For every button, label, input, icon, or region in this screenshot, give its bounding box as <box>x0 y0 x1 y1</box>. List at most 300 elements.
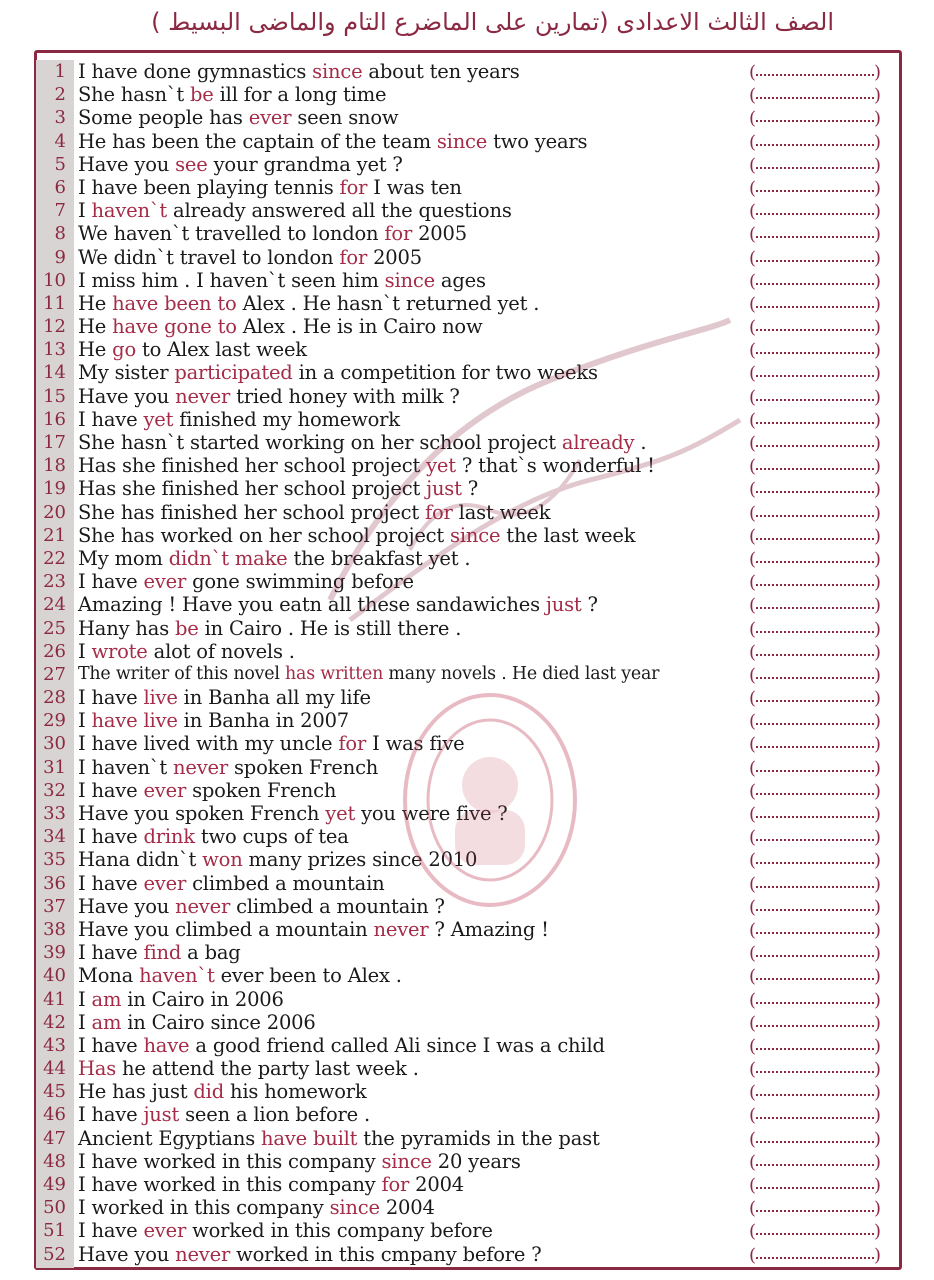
exercise-number: 47 <box>43 1127 66 1149</box>
exercise-sentence <box>78 732 465 755</box>
exercise-number: 22 <box>43 547 66 569</box>
sentence-text: climbed a mountain ? <box>230 894 445 918</box>
exercise-sentence <box>78 825 349 848</box>
answer-blank[interactable]: ( ) <box>749 317 882 339</box>
exercise-row <box>36 1173 906 1196</box>
answer-blank[interactable]: ( ) <box>749 479 882 501</box>
exercise-row <box>36 454 906 477</box>
answer-blank[interactable]: ( ) <box>749 873 882 895</box>
sentence-text: worked in this cmpany before ? <box>230 1242 542 1266</box>
exercise-number: 9 <box>54 246 66 268</box>
answer-blank[interactable]: ( ) <box>749 62 882 83</box>
error-word: just <box>143 1103 180 1127</box>
page-title: الصف الثالث الاعدادى (تمارين على الماضرع التام والماضى البسيط ) <box>151 8 834 36</box>
answer-blank[interactable]: ( ) <box>749 966 882 988</box>
error-word: wrote <box>91 639 148 663</box>
sentence-text: He <box>78 291 113 315</box>
exercise-number: 48 <box>43 1150 66 1172</box>
exercise-sentence <box>78 1103 370 1126</box>
exercise-row <box>36 199 906 222</box>
sentence-text: in Banha all my life <box>177 686 371 710</box>
exercise-number: 37 <box>43 895 66 917</box>
sentence-text: I have lived with my uncle <box>78 732 339 756</box>
error-word: haven`t <box>139 964 215 988</box>
error-word: have live <box>91 709 178 733</box>
sentence-text: She hasn`t started working on her school project <box>78 431 562 454</box>
sentence-text: I have <box>78 941 144 965</box>
answer-blank[interactable]: ( ) <box>749 456 882 478</box>
sentence-text: Has she finished her school project <box>78 477 427 501</box>
error-word: never <box>373 917 429 941</box>
sentence-text: in Banha in 2007 <box>177 709 349 733</box>
error-word: for <box>425 500 453 524</box>
sentence-text: worked in this company before <box>186 1219 493 1243</box>
error-word: ever <box>248 106 292 130</box>
sentence-text: in Cairo since 2006 <box>121 1010 316 1034</box>
sentence-text: climbed a mountain <box>186 871 385 895</box>
answer-blank[interactable]: ( ) <box>749 1012 882 1034</box>
exercise-row <box>36 153 906 176</box>
answer-blank[interactable]: ( ) <box>749 525 882 547</box>
exercise-row <box>36 570 906 593</box>
exercise-sentence <box>78 756 378 779</box>
error-word: never <box>175 1242 231 1266</box>
answer-blank[interactable]: ( ) <box>749 502 882 524</box>
sentence-text: 2005 <box>412 222 467 246</box>
exercise-sentence <box>78 802 508 825</box>
exercise-sentence <box>78 385 460 408</box>
exercise-row <box>36 1057 906 1080</box>
sentence-text: in Cairo in 2006 <box>121 987 284 1011</box>
exercise-number: 11 <box>43 292 66 314</box>
answer-blank[interactable]: ( ) <box>749 1151 882 1173</box>
exercise-number: 23 <box>43 571 66 593</box>
exercise-sentence <box>78 895 445 918</box>
error-word: never <box>175 384 231 408</box>
sentence-text: ? Amazing ! <box>428 917 549 941</box>
sentence-text: your grandma yet ? <box>207 152 403 176</box>
sentence-text: ? <box>581 593 598 617</box>
exercise-sentence <box>78 547 470 570</box>
exercise-sentence <box>78 60 520 83</box>
exercise-row <box>36 663 906 686</box>
sentence-text: The writer of this novel <box>78 663 286 684</box>
exercise-number: 51 <box>43 1220 66 1242</box>
exercise-number: 45 <box>43 1081 66 1103</box>
exercise-sentence <box>78 779 336 802</box>
error-word: since <box>329 1196 380 1220</box>
sentence-text: ? that`s wonderful ! <box>455 454 655 478</box>
exercise-number: 18 <box>43 455 66 477</box>
answer-blank[interactable]: ( ) <box>749 827 882 849</box>
answer-blank[interactable]: ( ) <box>749 989 882 1011</box>
sentence-text: I have <box>78 407 144 431</box>
exercise-row <box>36 825 906 848</box>
exercise-number: 39 <box>43 942 66 964</box>
error-word: did <box>193 1080 224 1104</box>
sentence-text: two years <box>487 129 588 153</box>
answer-blank[interactable]: ( ) <box>749 1128 882 1150</box>
exercise-number: 52 <box>43 1243 66 1265</box>
exercise-row <box>36 477 906 500</box>
error-word: for <box>384 222 413 246</box>
exercise-row <box>36 246 906 269</box>
exercise-row <box>36 709 906 732</box>
sentence-text: ages <box>434 268 486 292</box>
exercise-row <box>36 941 906 964</box>
exercise-sentence <box>78 153 403 176</box>
exercise-row <box>36 848 906 871</box>
exercise-sentence <box>78 338 307 361</box>
exercise-number: 33 <box>43 803 66 824</box>
exercise-sentence <box>78 524 635 547</box>
exercise-sentence <box>78 1080 367 1103</box>
answer-blank[interactable]: ( ) <box>749 572 882 594</box>
answer-blank[interactable]: ( ) <box>749 595 882 617</box>
exercise-number: 31 <box>43 756 66 778</box>
exercise-sentence <box>78 1034 605 1057</box>
sentence-text: I have <box>78 1033 144 1057</box>
exercise-number: 20 <box>43 501 66 523</box>
exercise-number: 4 <box>54 130 66 152</box>
error-word: have gone to <box>112 315 237 339</box>
sentence-text: 2004 <box>379 1196 435 1220</box>
exercise-sentence <box>78 663 659 686</box>
sentence-text: I miss him . I haven`t seen him <box>78 268 385 292</box>
sentence-text: Alex . He hasn`t returned yet . <box>236 291 540 315</box>
answer-blank[interactable]: ( ) <box>749 386 882 408</box>
exercise-number: 15 <box>43 385 66 407</box>
answer-blank[interactable]: ( ) <box>749 780 882 802</box>
exercise-sentence <box>78 408 400 431</box>
exercise-number: 1 <box>54 61 66 82</box>
answer-blank[interactable]: ( ) <box>749 943 882 965</box>
exercise-row <box>36 1034 906 1057</box>
sentence-text: I have <box>78 1103 144 1127</box>
error-word: never <box>175 894 231 918</box>
error-word: won <box>202 848 243 872</box>
answer-blank[interactable]: ( ) <box>749 688 882 710</box>
answer-blank[interactable]: ( ) <box>749 293 882 315</box>
exercise-number: 8 <box>54 223 66 245</box>
error-word: Has <box>78 1057 117 1081</box>
exercise-number: 16 <box>43 408 66 430</box>
answer-blank[interactable]: ( ) <box>749 548 882 570</box>
exercise-sentence <box>78 1243 542 1266</box>
answer-blank[interactable]: ( ) <box>749 247 882 269</box>
exercise-number: 32 <box>43 779 66 801</box>
exercise-sentence <box>78 83 386 106</box>
answer-blank[interactable]: ( ) <box>749 1175 882 1196</box>
sentence-text: Some people has <box>78 106 249 130</box>
sentence-text: alot of novels . <box>147 639 295 663</box>
error-word: haven`t <box>91 199 168 223</box>
error-word: since <box>381 1149 432 1173</box>
answer-blank[interactable]: ( ) <box>749 919 882 941</box>
exercise-sentence <box>78 106 398 129</box>
exercise-sentence <box>78 176 462 199</box>
error-word: for <box>338 732 367 756</box>
exercise-sentence <box>78 593 598 616</box>
answer-blank[interactable]: ( ) <box>749 896 882 918</box>
exercise-row <box>36 686 906 709</box>
exercise-number: 46 <box>43 1104 66 1126</box>
exercise-row <box>36 640 906 663</box>
exercise-sentence <box>78 848 477 871</box>
sentence-text: I <box>78 1010 92 1034</box>
sentence-text: Mona <box>78 964 140 988</box>
answer-blank[interactable]: ( ) <box>749 177 882 199</box>
sentence-text: He <box>78 338 113 362</box>
error-word: for <box>339 245 368 269</box>
exercise-number: 40 <box>43 965 66 987</box>
error-word: since <box>384 268 435 292</box>
sentence-text: She has worked on her school project <box>78 523 451 547</box>
sentence-text: I worked in this company <box>78 1196 330 1220</box>
sentence-text: a good friend called Ali since I was a child <box>189 1033 605 1057</box>
sentence-text: about ten years <box>362 60 520 83</box>
sentence-text: He has been the captain of the team <box>78 129 437 153</box>
exercise-list <box>36 60 906 1266</box>
answer-blank[interactable]: ( ) <box>749 108 882 130</box>
sentence-text: Have you <box>78 1242 176 1266</box>
sentence-text: spoken French <box>186 778 337 802</box>
exercise-row <box>36 315 906 338</box>
sentence-text: ? <box>461 477 479 501</box>
exercise-sentence <box>78 1150 521 1173</box>
error-word: for <box>339 175 368 199</box>
sentence-text: spoken French <box>227 755 379 779</box>
sentence-text: I <box>78 199 92 223</box>
error-word: live <box>143 686 178 710</box>
answer-blank[interactable]: ( ) <box>749 154 882 176</box>
error-word: have <box>143 1033 190 1057</box>
exercise-number: 26 <box>43 640 66 662</box>
sentence-text: the last week <box>500 523 636 547</box>
answer-blank[interactable]: ( ) <box>749 641 882 663</box>
error-word: am <box>91 1010 122 1034</box>
exercise-number: 25 <box>43 617 66 639</box>
exercise-sentence <box>78 246 422 269</box>
exercise-number: 12 <box>43 316 66 338</box>
error-word: see <box>175 152 208 176</box>
answer-blank[interactable]: ( ) <box>749 850 882 872</box>
exercise-number: 2 <box>54 84 66 106</box>
exercise-sentence <box>78 941 241 964</box>
answer-blank[interactable]: ( ) <box>749 201 882 223</box>
answer-blank[interactable]: ( ) <box>749 1035 882 1057</box>
answer-blank[interactable]: ( ) <box>749 363 882 385</box>
sentence-text: I have <box>78 570 144 594</box>
exercise-number: 34 <box>43 826 66 848</box>
exercise-sentence <box>78 570 414 593</box>
exercise-sentence <box>78 1127 600 1150</box>
exercise-row <box>36 83 906 106</box>
exercise-row <box>36 756 906 779</box>
exercise-sentence <box>78 640 295 663</box>
exercise-sentence <box>78 454 655 477</box>
exercise-row <box>36 176 906 199</box>
exercise-row <box>36 269 906 292</box>
answer-blank[interactable]: ( ) <box>749 270 882 292</box>
error-word: be <box>175 616 199 640</box>
error-word: yet <box>325 802 356 825</box>
sentence-text: gone swimming before <box>186 570 414 594</box>
answer-blank[interactable]: ( ) <box>749 757 882 779</box>
error-word: ever <box>143 1219 187 1243</box>
sentence-text: I have been playing tennis <box>78 175 340 199</box>
sentence-text: I <box>78 987 92 1011</box>
exercise-row <box>36 130 906 153</box>
exercise-row <box>36 1127 906 1150</box>
exercise-sentence <box>78 222 467 245</box>
error-word: since <box>312 60 363 83</box>
sentence-text: I have worked in this company <box>78 1149 382 1173</box>
sentence-text: in a competition for two weeks <box>292 361 598 385</box>
error-word: yet <box>143 407 174 431</box>
answer-blank[interactable]: ( ) <box>749 1244 882 1266</box>
exercise-number: 30 <box>43 733 66 755</box>
sentence-text: his homework <box>224 1080 367 1104</box>
exercise-row <box>36 732 906 755</box>
sentence-text: My mom <box>78 546 169 570</box>
sentence-text: two cups of tea <box>194 825 349 849</box>
error-word: just <box>426 477 462 501</box>
sentence-text: We haven`t travelled to london <box>78 222 385 246</box>
exercise-sentence <box>78 130 587 153</box>
answer-blank[interactable]: ( ) <box>749 1198 882 1220</box>
exercise-sentence <box>78 964 402 987</box>
answer-blank[interactable]: ( ) <box>749 618 882 640</box>
exercise-row <box>36 1196 906 1219</box>
exercise-row <box>36 988 906 1011</box>
exercise-number: 43 <box>43 1034 66 1056</box>
sentence-text: I have <box>78 1219 144 1243</box>
answer-blank[interactable]: ( ) <box>749 433 882 454</box>
exercise-number: 35 <box>43 849 66 871</box>
sentence-text: I <box>78 709 92 733</box>
sentence-text: I have <box>78 778 144 802</box>
sentence-text: many prizes since 2010 <box>242 848 478 872</box>
sentence-text: already answered all the questions <box>167 199 512 223</box>
sentence-text: ill for a long time <box>213 83 387 107</box>
answer-blank[interactable]: ( ) <box>749 804 882 825</box>
sentence-text: seen snow <box>291 106 399 130</box>
answer-blank[interactable]: ( ) <box>749 1105 882 1127</box>
sentence-text: She has finished her school project <box>78 500 425 524</box>
sentence-text: the breakfast yet . <box>287 546 471 570</box>
answer-blank[interactable]: ( ) <box>749 340 882 362</box>
exercise-row <box>36 1080 906 1103</box>
error-word: ever <box>143 570 187 594</box>
sentence-text: I have <box>78 871 144 895</box>
error-word: have been to <box>112 291 237 315</box>
sentence-text: I was five <box>366 732 465 756</box>
answer-blank[interactable]: ( ) <box>749 131 882 153</box>
exercise-number: 24 <box>43 594 66 616</box>
sentence-text: in Cairo . He is still there . <box>198 616 462 640</box>
exercise-sentence <box>78 431 646 454</box>
exercise-row <box>36 918 906 941</box>
exercise-sentence <box>78 872 385 895</box>
sentence-text: He <box>78 315 113 339</box>
error-word: go <box>112 338 136 362</box>
exercise-sentence <box>78 292 539 315</box>
answer-blank[interactable]: ( ) <box>749 1221 882 1243</box>
exercise-sentence <box>78 1011 316 1034</box>
sentence-text: 2005 <box>367 245 422 269</box>
exercise-sentence <box>78 1173 464 1196</box>
sentence-text: She hasn`t <box>78 83 190 107</box>
error-word: already <box>561 431 635 454</box>
exercise-row <box>36 802 906 825</box>
answer-blank[interactable]: ( ) <box>749 409 882 431</box>
exercise-number: 28 <box>43 687 66 709</box>
exercise-number: 6 <box>54 176 66 198</box>
answer-blank[interactable]: ( ) <box>749 1082 882 1104</box>
answer-blank[interactable]: ( ) <box>749 1059 882 1081</box>
exercise-number: 14 <box>43 362 66 384</box>
exercise-sentence <box>78 918 549 941</box>
exercise-sentence <box>78 361 598 384</box>
exercise-row <box>36 547 906 570</box>
sentence-text: tried honey with milk ? <box>230 384 460 408</box>
exercise-sentence <box>78 269 486 292</box>
error-word: since <box>450 523 501 547</box>
exercise-number: 29 <box>43 710 66 732</box>
sentence-text: Have you spoken French <box>78 802 326 825</box>
exercise-sentence <box>78 1057 419 1080</box>
error-word: yet <box>426 454 456 478</box>
answer-blank[interactable]: ( ) <box>749 711 882 733</box>
sentence-text: I have <box>78 686 144 710</box>
exercise-number: 5 <box>54 153 66 175</box>
exercise-number: 17 <box>43 432 66 453</box>
sentence-text: I haven`t <box>78 755 173 779</box>
answer-blank[interactable]: ( ) <box>749 664 882 686</box>
exercise-sentence <box>78 315 482 338</box>
exercise-row <box>36 617 906 640</box>
exercise-number: 27 <box>43 663 66 685</box>
error-word: participated <box>174 361 293 385</box>
answer-blank[interactable]: ( ) <box>749 734 882 756</box>
sentence-text: many novels . He died last year <box>383 663 660 684</box>
exercise-row <box>36 1103 906 1126</box>
exercise-row <box>36 385 906 408</box>
sentence-text: a bag <box>181 941 241 965</box>
exercise-row <box>36 431 906 454</box>
exercise-number: 36 <box>43 872 66 894</box>
exercise-row <box>36 338 906 361</box>
exercise-sentence <box>78 686 371 709</box>
exercise-number: 19 <box>43 478 66 500</box>
error-word: drink <box>143 825 195 849</box>
error-word: for <box>381 1173 410 1196</box>
sentence-text: last week <box>452 500 551 524</box>
exercise-row <box>36 222 906 245</box>
exercise-number: 41 <box>43 988 66 1010</box>
exercise-number: 38 <box>43 918 66 940</box>
exercise-sentence <box>78 617 461 640</box>
sentence-text: ever been to Alex . <box>214 964 402 988</box>
exercise-sentence <box>78 501 550 524</box>
answer-blank[interactable]: ( ) <box>749 85 882 107</box>
sentence-text: Have you climbed a mountain <box>78 917 374 941</box>
sentence-text: Have you <box>78 152 176 176</box>
sentence-text: Ancient Egyptians <box>78 1126 262 1150</box>
answer-blank[interactable]: ( ) <box>749 224 882 246</box>
sentence-text: I have worked in this company <box>78 1173 382 1196</box>
